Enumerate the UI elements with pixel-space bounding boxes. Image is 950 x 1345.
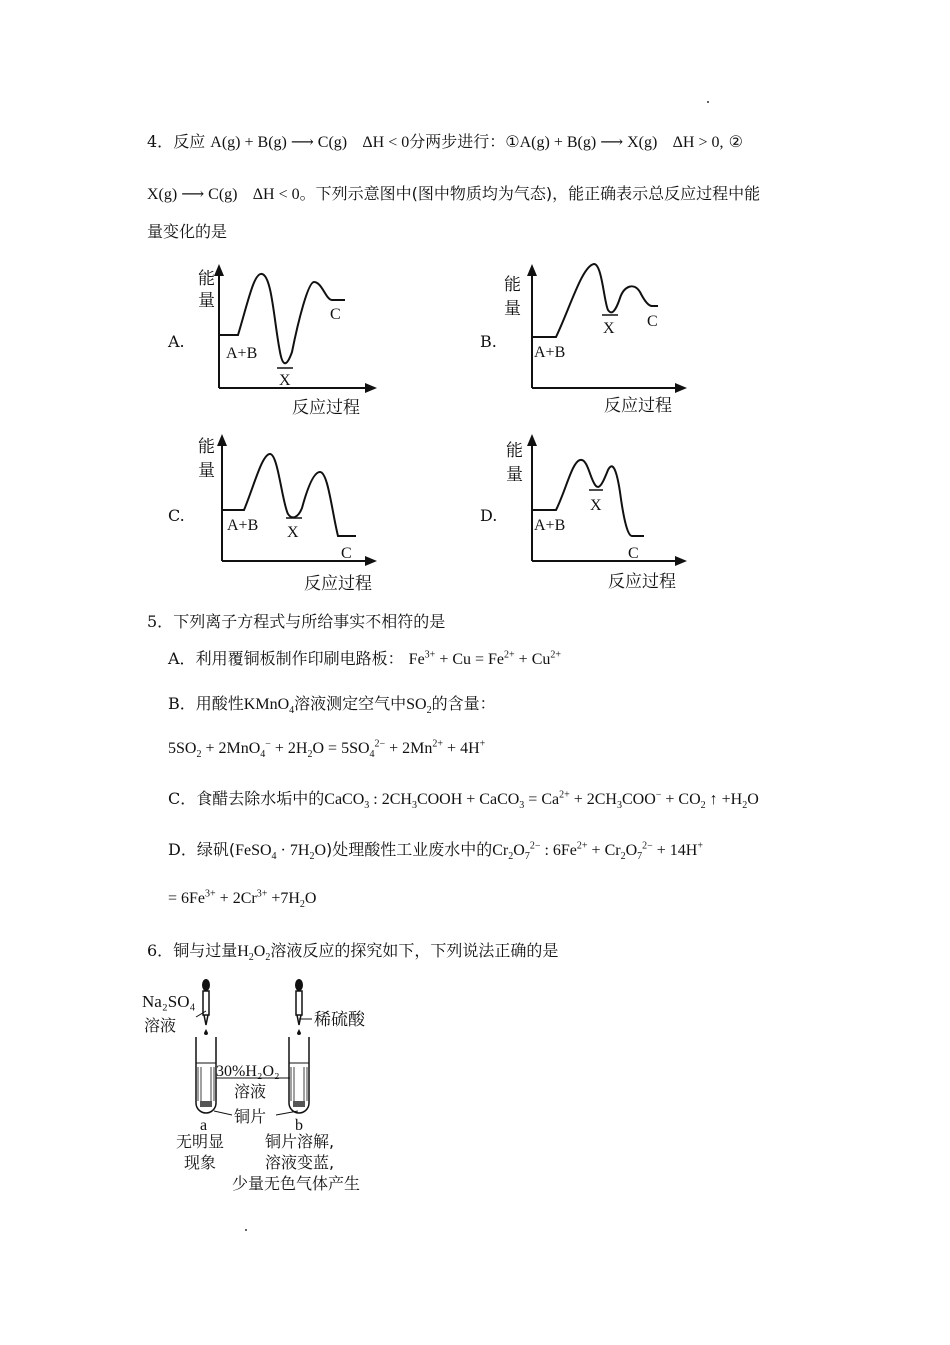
energy-diagram-b	[500, 262, 700, 422]
option-c-label: C.	[168, 506, 185, 525]
reactant-label: A+B	[534, 344, 566, 361]
solution-word: 溶液	[234, 1082, 267, 1101]
question-5-stem: 5．下列离子方程式与所给事实不相符的是	[147, 612, 446, 631]
intermediate-label: X	[279, 372, 291, 389]
reagent-a-formula: Na₂SO₄	[142, 992, 196, 1011]
intermediate-label: X	[287, 524, 299, 541]
y-axis-label-2: 量	[506, 465, 523, 485]
question-4-line-3: 量变化的是	[147, 222, 228, 241]
decorative-dot	[245, 1229, 247, 1231]
energy-diagram-a	[190, 262, 390, 422]
result-a-line-1: 无明显	[176, 1132, 225, 1151]
solution-formula: 30%H₂O₂	[216, 1063, 280, 1080]
result-b-line-3: 少量无色气体产生	[232, 1174, 361, 1193]
y-axis-label-2: 量	[198, 291, 215, 311]
result-b-line-2: 溶液变蓝,	[265, 1153, 335, 1172]
y-axis-arrow	[214, 264, 224, 276]
question-5-option-b-equation: $5SO_2 + 2MnO_4^- + 2H_2O = 5SO_4^{2-} + 2Mn^{2+} + 4H^+$	[168, 738, 486, 761]
intermediate-label: X	[590, 497, 602, 514]
option-b-label: B.	[480, 332, 497, 351]
test-tube-b	[289, 1037, 309, 1113]
energy-curve-b	[533, 264, 658, 337]
question-4-line-2: X(g) ⟶ C(g) ΔH < 0。下列示意图中(图中物质均为气态)，能正确表示总反应过程中能	[147, 184, 761, 203]
product-label: C	[628, 545, 639, 562]
question-4-line-1: 4．反应 A(g) + B(g) ⟶ C(g) ΔH < 0分两步进行：①A(g) + B(g) ⟶ X(g) ΔH > 0, ②	[147, 132, 743, 151]
y-axis-label-1: 能	[198, 269, 215, 289]
y-axis-arrow	[217, 434, 227, 446]
leader-line-copper-a	[214, 1111, 232, 1115]
x-axis-arrow	[365, 556, 377, 566]
tube-a-label: a	[200, 1117, 208, 1134]
x-axis-arrow	[365, 383, 377, 393]
y-axis-label-1: 能	[504, 275, 521, 295]
question-5-option-d: D．绿矾(FeSO$_4$ · $7H_2O$)处理酸性工业废水中的$Cr_2O_7^{2-}$ : $6Fe^{2+} + Cr_2O_7^{2-} + 14H^+$	[168, 840, 703, 863]
y-axis-arrow	[527, 434, 537, 446]
reagent-a-solution-word: 溶液	[144, 1016, 177, 1035]
reagent-b-label: 稀硫酸	[314, 1010, 365, 1030]
copper-label: 铜片	[234, 1107, 267, 1126]
energy-diagram-d	[500, 432, 700, 594]
y-axis-label-2: 量	[504, 299, 521, 319]
product-label: C	[330, 306, 341, 323]
y-axis-label-2: 量	[198, 461, 215, 481]
product-label: C	[341, 545, 352, 562]
dropper-b	[295, 979, 303, 1035]
x-axis-label: 反应过程	[608, 572, 676, 592]
question-5-option-b: B．用酸性KMnO$_4$溶液测定空气中$SO_2$的含量：	[168, 694, 496, 717]
tube-b-label: b	[295, 1117, 303, 1134]
energy-diagram-c	[190, 432, 390, 594]
reactant-label: A+B	[227, 517, 259, 534]
question-5-option-c: C．食醋去除水垢中的CaCO$_3$ : $2CH_3COOH$ + CaCO$_3$ = $Ca^{2+} + 2CH_3COO^- + CO_2$ ↑ $+H_2O$	[168, 789, 759, 812]
y-axis-label-1: 能	[198, 437, 215, 457]
reactant-label: A+B	[226, 345, 258, 362]
x-axis-arrow	[675, 383, 687, 393]
intermediate-label: X	[603, 320, 615, 337]
result-a-line-2: 现象	[184, 1153, 217, 1172]
result-b-line-1: 铜片溶解,	[265, 1132, 335, 1151]
question-6-stem: 6．铜与过量$H_2O_2$溶液反应的探究如下，下列说法正确的是	[147, 941, 559, 964]
product-label: C	[647, 313, 658, 330]
copper-peroxide-experiment-figure	[140, 975, 400, 1200]
x-axis-arrow	[675, 556, 687, 566]
option-a-label: A.	[168, 332, 185, 351]
y-axis-label-1: 能	[506, 441, 523, 461]
leader-line-copper-b	[276, 1111, 298, 1115]
x-axis-label: 反应过程	[304, 574, 372, 594]
option-d-label: D.	[480, 506, 498, 525]
reactant-label: A+B	[534, 517, 566, 534]
decorative-dot	[707, 101, 709, 103]
question-5-option-d-equation: = $6Fe^{3+} + 2Cr^{3+} +7H_2O$	[168, 888, 317, 911]
test-tube-a	[196, 1037, 216, 1113]
x-axis-label: 反应过程	[292, 398, 360, 418]
x-axis-label: 反应过程	[604, 396, 672, 416]
question-5-option-a: A．利用覆铜板制作印刷电路板： $Fe^{3+} + Cu = Fe^{2+} + Cu^{2+}$	[168, 649, 562, 668]
y-axis-arrow	[527, 264, 537, 276]
dropper-a	[202, 979, 210, 1035]
